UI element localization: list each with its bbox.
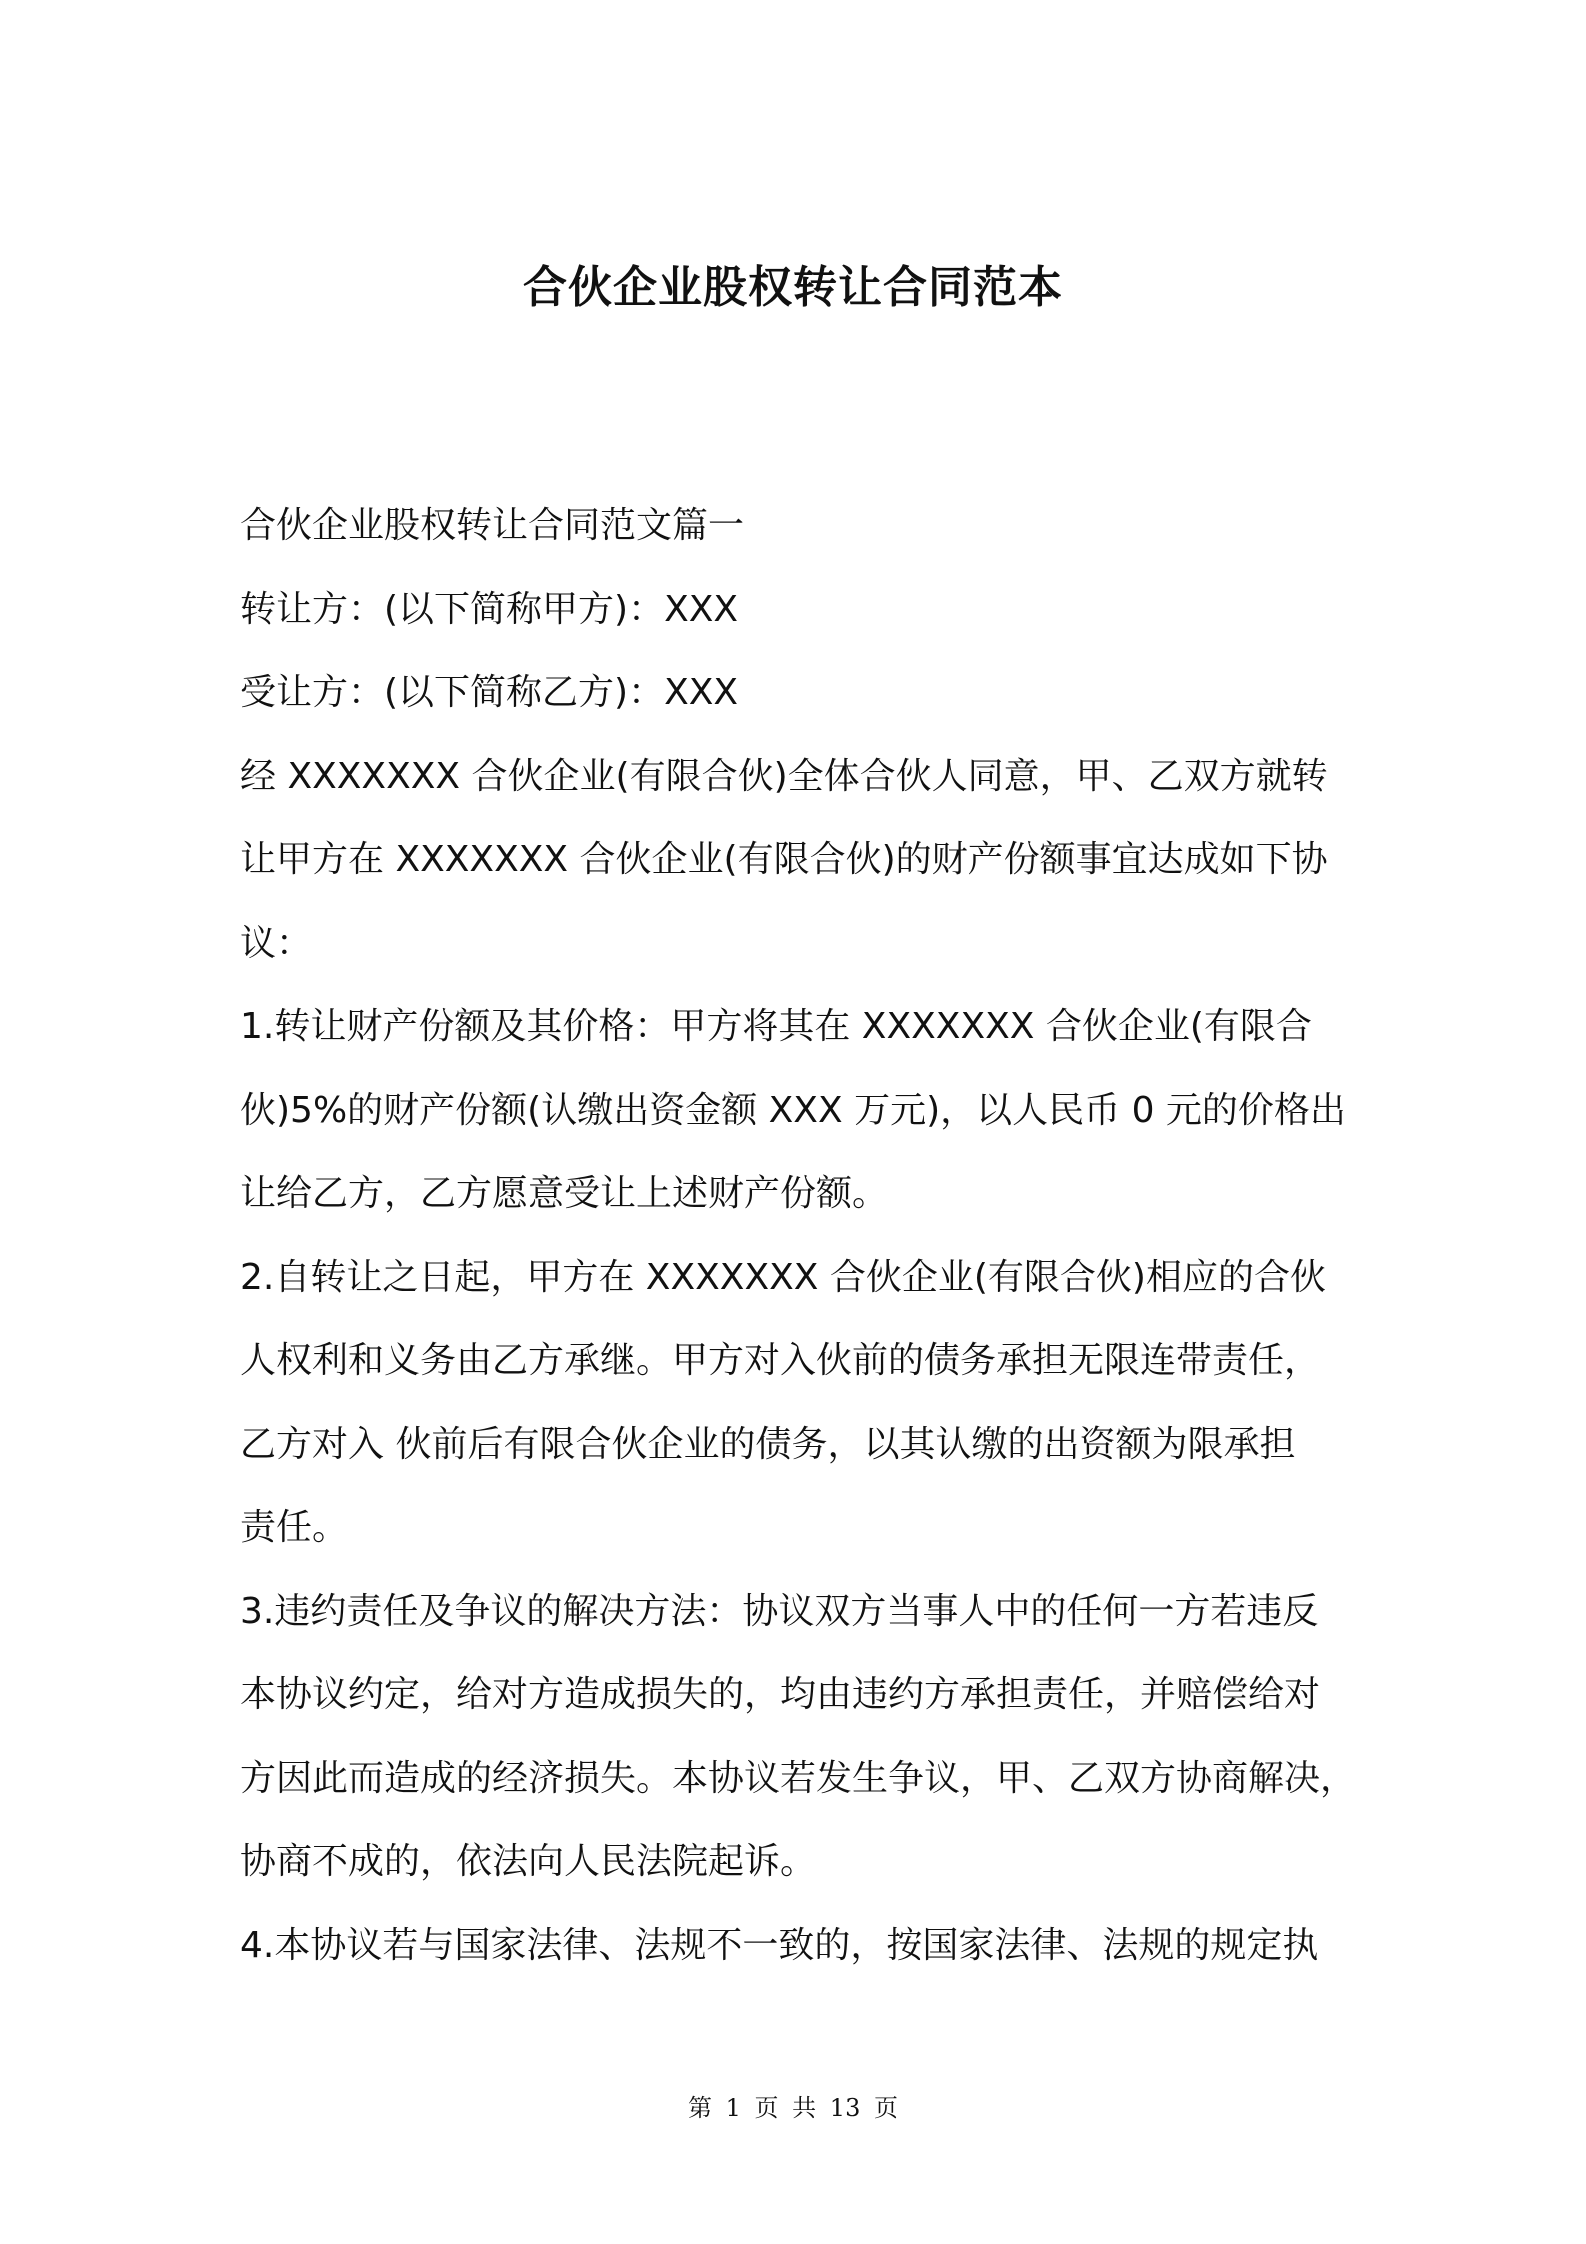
document-title: 合伙企业股权转让合同范本 — [523, 262, 1063, 313]
body-line: 1.转让财产份额及其价格：甲方将其在 XXXXXXX 合伙企业(有限合 — [240, 1006, 1312, 1047]
body-line: 人权利和义务由乙方承继。甲方对入伙前的债务承担无限连带责任， — [240, 1340, 1321, 1381]
page-footer: 第 1 页 共 13 页 — [688, 2094, 898, 2122]
body-line: 受让方：(以下简称乙方)：XXX — [240, 672, 739, 713]
body-line: 协商不成的，依法向人民法院起诉。 — [240, 1841, 817, 1882]
body-line: 合伙企业股权转让合同范文篇一 — [240, 505, 745, 546]
body-line: 伙)5%的财产份额(认缴出资金额 XXX 万元)，以人民币 0 元的价格出 — [240, 1089, 1346, 1131]
body-line: 让给乙方，乙方愿意受让上述财产份额。 — [240, 1173, 889, 1214]
body-line: 议： — [240, 922, 313, 964]
body-line: 乙方对入 伙前后有限合伙企业的债务，以其认缴的出资额为限承担 — [240, 1423, 1296, 1465]
body-line: 让甲方在 XXXXXXX 合伙企业(有限合伙)的财产份额事宜达成如下协 — [240, 839, 1328, 880]
body-line: 经 XXXXXXX 合伙企业(有限合伙)全体合伙人同意，甲、乙双方就转 — [240, 755, 1328, 797]
body-line: 方因此而造成的经济损失。本协议若发生争议，甲、乙双方协商解决， — [240, 1757, 1357, 1799]
body-line: 转让方：(以下简称甲方)：XXX — [240, 588, 739, 630]
document-body — [240, 484, 1360, 1987]
body-line: 责任。 — [240, 1507, 349, 1548]
body-line: 本协议约定，给对方造成损失的，均由违约方承担责任，并赔偿给对 — [240, 1674, 1321, 1715]
body-line: 4.本协议若与国家法律、法规不一致的，按国家法律、法规的规定执 — [240, 1924, 1319, 1966]
body-line: 3.违约责任及争议的解决方法：协议双方当事人中的任何一方若违反 — [240, 1590, 1319, 1632]
body-line: 2.自转让之日起，甲方在 XXXXXXX 合伙企业(有限合伙)相应的合伙 — [240, 1256, 1326, 1298]
